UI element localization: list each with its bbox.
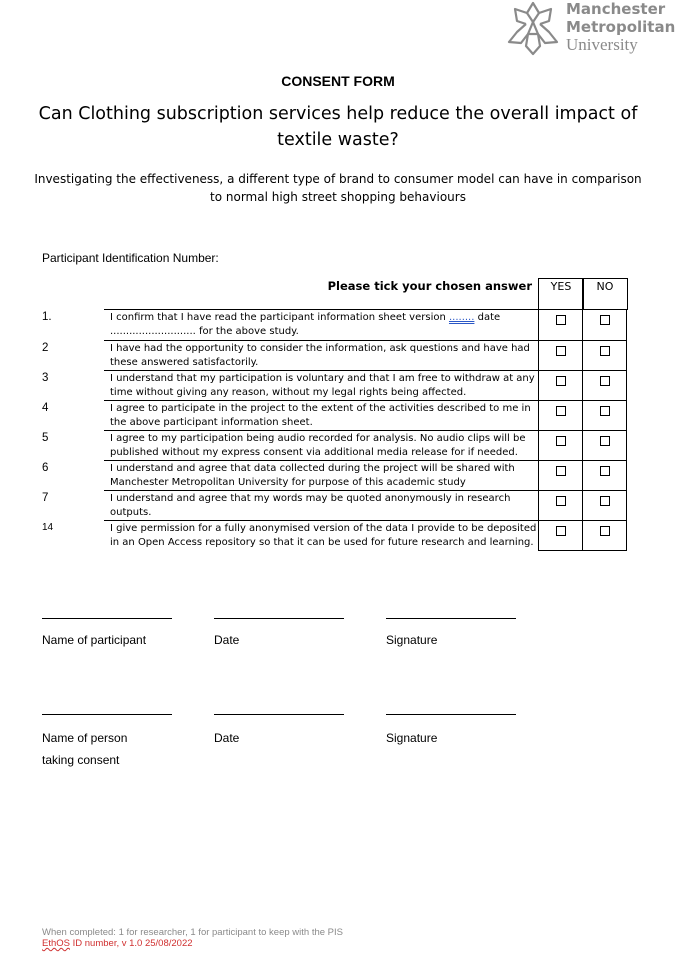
row-number: 14 <box>42 522 54 533</box>
no-checkbox[interactable] <box>600 406 610 416</box>
yes-cell <box>538 490 583 520</box>
row-number: 2 <box>42 342 49 354</box>
table-row <box>42 430 628 460</box>
row-line: I understand and agree that my words may be quoted anonymously in research <box>110 493 511 504</box>
yes-checkbox[interactable] <box>556 526 566 536</box>
yes-checkbox[interactable] <box>556 406 566 416</box>
no-cell <box>582 430 627 460</box>
yes-checkbox[interactable] <box>556 436 566 446</box>
row-statement <box>104 309 538 340</box>
participant-name-line[interactable] <box>42 618 172 619</box>
row-statement <box>104 520 538 550</box>
version-field[interactable]: ........ <box>448 312 475 323</box>
yes-checkbox[interactable] <box>556 466 566 476</box>
yes-cell <box>538 340 583 370</box>
no-header-label: NO <box>596 280 614 293</box>
row-line <box>110 311 538 325</box>
row-line: I give permission for a fully anonymised version of the data I provide to be deposited <box>110 523 537 534</box>
participant-name-label: Name of participant <box>42 633 147 647</box>
logo-wordmark <box>566 0 675 54</box>
no-cell <box>582 460 627 490</box>
participant-date-label: Date <box>214 633 240 647</box>
table-row <box>42 520 628 550</box>
consent-taker-signature-line[interactable] <box>386 714 516 715</box>
no-checkbox[interactable] <box>600 315 610 325</box>
yes-cell <box>538 460 583 490</box>
consent-taker-name-label: Name of person <box>42 731 128 745</box>
mmu-crest-icon <box>504 0 562 58</box>
row-line: I agree to my participation being audio recorded for analysis. No audio clips will be <box>110 433 526 444</box>
row-line: I agree to participate in the project to the extent of the activities described to me in <box>110 403 531 414</box>
no-checkbox[interactable] <box>600 526 610 536</box>
row-line: Manchester Metropolitan University for purpose of this academic study <box>110 477 466 488</box>
row-number: 7 <box>42 492 49 504</box>
row-text: I confirm that I have read the participant information sheet version <box>110 312 449 323</box>
table-row <box>42 400 628 430</box>
row-line: these answered satisfactorily. <box>110 357 259 368</box>
yes-checkbox[interactable] <box>556 315 566 325</box>
yes-cell <box>538 370 583 400</box>
yes-checkbox[interactable] <box>556 496 566 506</box>
consent-table <box>42 309 628 550</box>
row-statement <box>104 370 538 400</box>
yes-cell <box>538 430 583 460</box>
participant-signature-line[interactable] <box>386 618 516 619</box>
participant-id-label: Participant Identification Number: <box>42 251 219 265</box>
logo-line-3: University <box>566 35 638 54</box>
table-row <box>42 460 628 490</box>
footer-note: When completed: 1 for researcher, 1 for participant to keep with the PIS <box>42 927 343 938</box>
row-text: date <box>474 312 501 323</box>
row-statement <box>104 430 538 460</box>
no-cell <box>582 309 627 340</box>
no-cell <box>582 400 627 430</box>
study-subtitle: Investigating the effectiveness, a different type of brand to consumer model can have in comparison to normal high street shopping behaviours <box>34 172 642 204</box>
row-line: in an Open Access repository so that it can be used for future research and learning. <box>110 537 534 548</box>
footer-ethos: EthOS <box>42 938 70 949</box>
no-checkbox[interactable] <box>600 436 610 446</box>
logo-line-2: Metropolitan <box>566 18 676 36</box>
yes-checkbox[interactable] <box>556 376 566 386</box>
no-cell <box>582 490 627 520</box>
row-number: 3 <box>42 372 49 384</box>
row-number: 4 <box>42 402 49 414</box>
footer-version <box>42 938 193 949</box>
row-line: the above participant information sheet. <box>110 417 313 428</box>
yes-cell <box>538 309 583 340</box>
row-number: 1. <box>42 311 52 323</box>
yes-cell <box>538 400 583 430</box>
tick-instruction: Please tick your chosen answer <box>327 279 532 293</box>
no-checkbox[interactable] <box>600 466 610 476</box>
yes-checkbox[interactable] <box>556 346 566 356</box>
row-number: 5 <box>42 432 49 444</box>
row-number: 6 <box>42 462 49 474</box>
row-line: I understand and agree that data collected during the project will be shared with <box>110 463 515 474</box>
row-statement <box>104 490 538 520</box>
consent-taker-name-label-2: taking consent <box>42 753 120 767</box>
row-line: I understand that my participation is voluntary and that I am free to withdraw at any <box>110 373 535 384</box>
row-line: outputs. <box>110 507 152 518</box>
university-logo <box>504 0 676 60</box>
participant-date-line[interactable] <box>214 618 344 619</box>
yes-header-label: YES <box>550 280 572 293</box>
yes-cell <box>538 520 583 551</box>
table-row <box>42 370 628 400</box>
no-cell <box>582 340 627 370</box>
row-statement <box>104 340 538 370</box>
study-title: Can Clothing subscription services help reduce the overall impact of textile waste? <box>38 104 638 150</box>
participant-signature-label: Signature <box>386 633 438 647</box>
no-checkbox[interactable] <box>600 496 610 506</box>
row-line: I have had the opportunity to consider the information, ask questions and have had <box>110 343 530 354</box>
no-checkbox[interactable] <box>600 376 610 386</box>
form-heading: CONSENT FORM <box>281 73 395 89</box>
logo-line-1: Manchester <box>566 0 666 18</box>
table-row <box>42 490 628 520</box>
no-cell <box>582 370 627 400</box>
row-line: ........................... for the above study. <box>110 326 299 337</box>
footer-version-text: ID number, v 1.0 25/08/2022 <box>70 938 193 949</box>
no-column-header <box>582 278 628 310</box>
no-cell <box>582 520 627 551</box>
consent-taker-signature-label: Signature <box>386 731 438 745</box>
row-statement <box>104 460 538 490</box>
table-row <box>42 309 628 340</box>
row-line: published without my express consent via additional media release for if needed. <box>110 447 518 458</box>
consent-taker-date-label: Date <box>214 731 240 745</box>
yes-column-header <box>538 278 584 310</box>
consent-taker-date-line[interactable] <box>214 714 344 715</box>
row-line: time without giving any reason, without my legal rights being affected. <box>110 387 467 398</box>
row-statement <box>104 400 538 430</box>
no-checkbox[interactable] <box>600 346 610 356</box>
consent-taker-name-line[interactable] <box>42 714 172 715</box>
table-row <box>42 340 628 370</box>
